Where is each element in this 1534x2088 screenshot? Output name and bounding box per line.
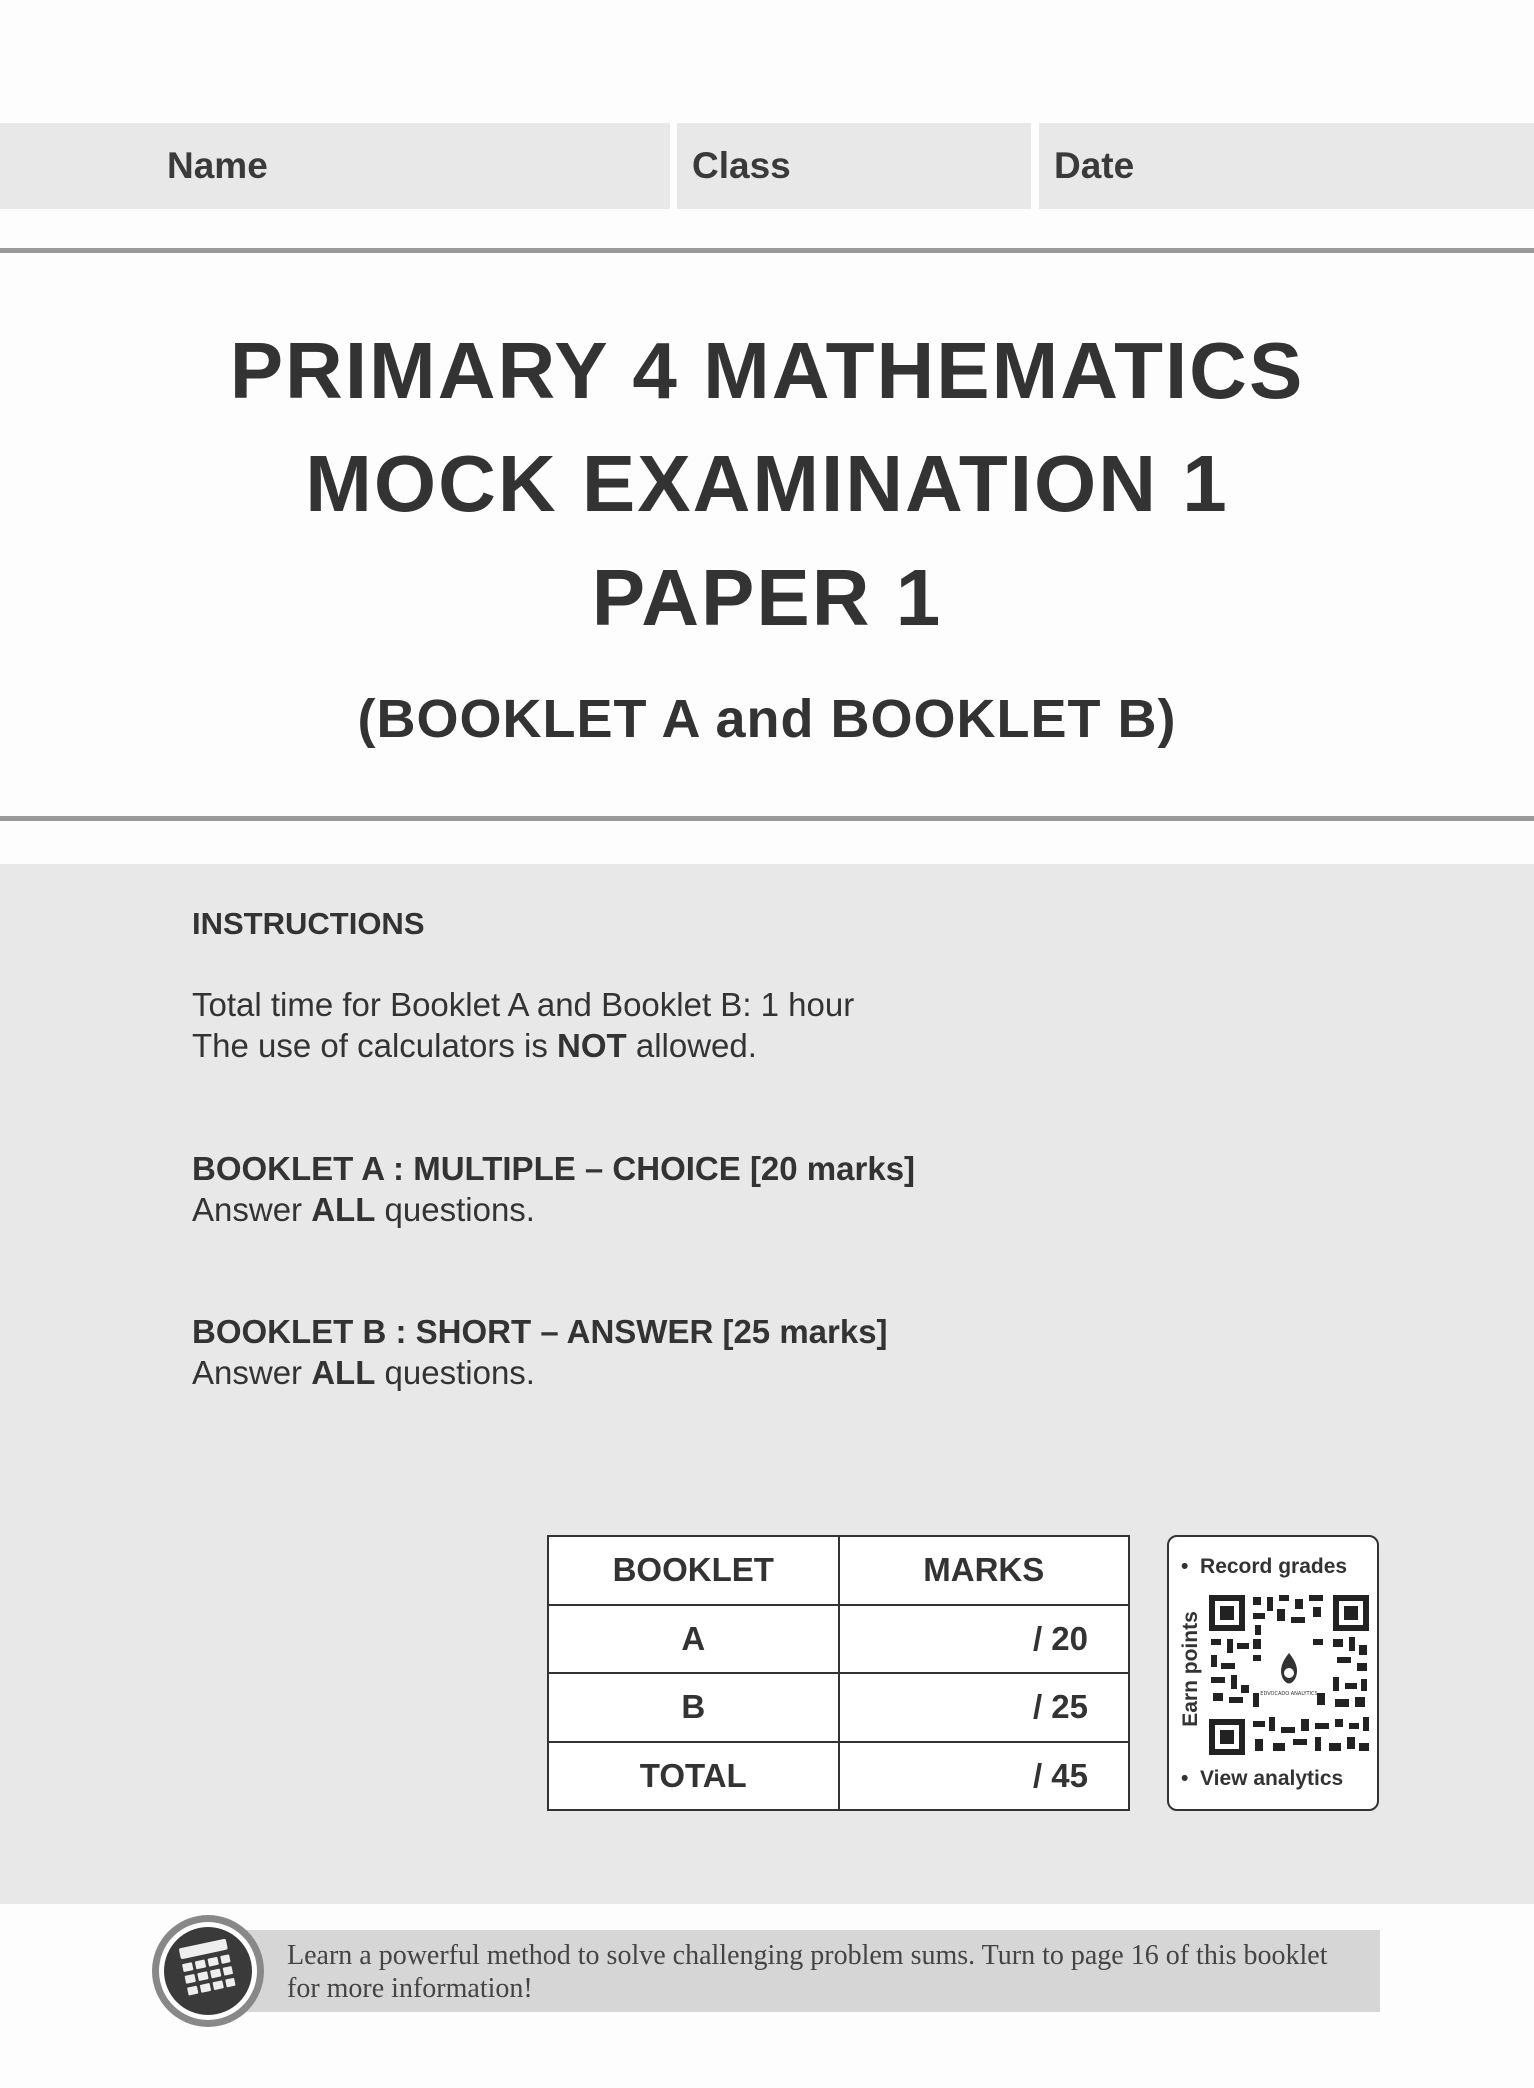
booklet-a-heading: BOOKLET A : MULTIPLE – CHOICE [20 marks]	[192, 1150, 916, 1187]
footer-banner[interactable]	[205, 1930, 1380, 2012]
booklet-cell: TOTAL	[548, 1742, 839, 1811]
table-row	[548, 1605, 1129, 1674]
table-row	[548, 1742, 1129, 1811]
qr-logo-text: EDVOCADO ANALYTICS	[1260, 1691, 1318, 1697]
title-line-2: MOCK EXAMINATION 1	[305, 439, 1229, 528]
marks-cell[interactable]: / 25	[839, 1673, 1130, 1742]
footer-line-2: for more information!	[287, 1973, 533, 2004]
date-field[interactable]	[1039, 123, 1534, 209]
calculator-icon	[150, 1913, 266, 2029]
class-label: Class	[692, 145, 791, 186]
title-line-3: PAPER 1	[591, 553, 943, 642]
table-row	[548, 1673, 1129, 1742]
date-label: Date	[1054, 145, 1135, 186]
class-field[interactable]	[677, 123, 1031, 209]
qr-code-icon[interactable]	[1207, 1593, 1371, 1757]
marks-column-header: MARKS	[839, 1536, 1130, 1605]
calculator-instruction: The use of calculators is NOT allowed.	[192, 1027, 757, 1064]
earn-points-label: Earn points	[1179, 1611, 1202, 1727]
title-line-1: PRIMARY 4 MATHEMATICS	[229, 326, 1305, 415]
booklet-b-heading: BOOKLET B : SHORT – ANSWER [25 marks]	[192, 1313, 888, 1350]
booklet-column-header: BOOKLET	[548, 1536, 839, 1605]
footer-line-1: Learn a powerful method to solve challenging problem sums. Turn to page 16 of this booklet	[287, 1940, 1328, 1971]
booklet-cell: A	[548, 1605, 839, 1674]
qr-panel[interactable]	[1167, 1535, 1379, 1811]
top-divider	[0, 248, 1534, 253]
name-field[interactable]	[0, 123, 670, 209]
booklet-cell: B	[548, 1673, 839, 1742]
time-instruction: Total time for Booklet A and Booklet B: 1 hour	[192, 986, 855, 1023]
title-subtitle: (BOOKLET A and BOOKLET B)	[357, 689, 1177, 749]
marks-table	[547, 1535, 1130, 1811]
instructions-heading: INSTRUCTIONS	[192, 906, 425, 941]
marks-cell[interactable]: / 45	[839, 1742, 1130, 1811]
marks-cell[interactable]: / 20	[839, 1605, 1130, 1674]
bottom-divider	[0, 816, 1534, 821]
table-header-row	[548, 1536, 1129, 1605]
booklet-a-instruction: Answer ALL questions.	[192, 1191, 535, 1228]
name-label: Name	[167, 145, 268, 186]
view-analytics-label: • View analytics	[1181, 1767, 1344, 1790]
booklet-b-instruction: Answer ALL questions.	[192, 1354, 535, 1391]
record-grades-label: • Record grades	[1181, 1555, 1348, 1578]
